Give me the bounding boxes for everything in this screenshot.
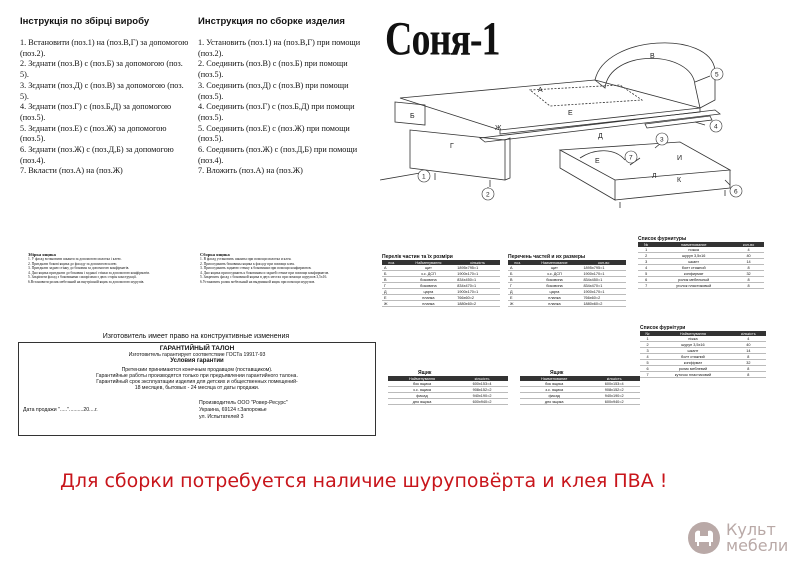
cell: конфірмат <box>655 360 731 366</box>
ru-instructions <box>198 16 370 177</box>
cell: дно ящика <box>388 399 456 405</box>
cell: 1900х170=1 <box>581 271 626 277</box>
cell: 40 <box>733 253 764 259</box>
warranty-line: 18 месяцев, бытовых - 24 месяца от даты продажи. <box>134 385 260 391</box>
warranty-top-line: Изготовитель имеет право на конструктивные изменения <box>102 333 290 340</box>
ru-instructions-title: Инструкция по сборке изделия <box>198 16 345 27</box>
cell: шуруп 3,5х16 <box>655 342 731 348</box>
cell: Б <box>382 271 402 277</box>
cell: шуруп 3,5х16 <box>654 253 733 259</box>
cell: 8 <box>731 366 766 372</box>
hardware-ru-title: Список фурнитуры <box>638 236 687 242</box>
cell: болт стяжной <box>654 265 733 271</box>
logo-line-2: мебели <box>726 536 789 555</box>
cell: 8 <box>733 277 764 283</box>
drawer-ru-step: 3. Присоединить заднюю стенку к боковинам при помощи конфирматов. <box>200 266 312 270</box>
cell: 1895х795=1 <box>455 265 500 271</box>
cell: 600х153=4 <box>456 381 508 387</box>
table-header: наименование <box>654 242 733 247</box>
cell: А <box>508 265 527 271</box>
table-header: Найменування <box>402 260 456 265</box>
label-i: И <box>677 155 683 162</box>
cell: 14 <box>731 348 766 354</box>
warranty-line: Гарантийный срок эксплуатации изделия для детских и общественных помещений- <box>96 379 298 385</box>
ru-step: 6. Соединить (поз.Ж) с (поз.Д,Б) при помощи (поз.4). <box>198 145 358 165</box>
ru-step: 3. Соединить (поз.Д) с (поз.В) при помощи (поз.5). <box>198 80 349 101</box>
hardware-ua-table <box>640 331 766 378</box>
cell: 1900х170=1 <box>455 271 500 277</box>
drawer-ru-title: Сборка ящика <box>200 252 230 257</box>
cell: 1880х60=2 <box>581 301 626 307</box>
drawer-ru-step: 2. Присоединить боковины ящика к фасаду при помощи клея. <box>200 261 295 266</box>
table-header: Найменування <box>388 376 456 381</box>
ru-steps-list <box>198 38 370 177</box>
manufacturer: Производитель ООО "Ровер-Ресурс" <box>199 400 288 406</box>
cell: уголок пластиковый <box>654 283 733 289</box>
armchair-icon <box>686 520 722 556</box>
ua-steps-list <box>20 38 192 177</box>
cell: шкант <box>655 348 731 354</box>
table-header: Найменування <box>655 331 731 336</box>
cell: Д <box>508 289 527 295</box>
cell: 3 <box>638 259 654 265</box>
drawer-ua-step: 6.Встановити ролик мебельний на внутрішній ящик за допомогою шурупів. <box>28 279 145 284</box>
cell: 3 <box>640 348 655 354</box>
cell: ніжка <box>655 336 731 342</box>
warranty-line: Претензии принимаются конечным продавцом (поставщиком). <box>121 367 273 373</box>
cell: ролик мебельный <box>654 277 733 283</box>
logo-line-1: Культ <box>726 520 776 539</box>
table-header: Наименование <box>520 376 588 381</box>
drawer-parts-ua-table <box>388 376 508 405</box>
callout-2: 2 <box>486 191 490 199</box>
cell: 908х152=2 <box>456 387 508 393</box>
cell: 1900х170=1 <box>581 289 626 295</box>
cell: з.с. ДСП <box>527 271 581 277</box>
cell: шкант <box>654 259 733 265</box>
warranty-gost: Изготовитель гарантирует соответствие ГОСТа 19917-93 <box>128 352 266 358</box>
cell: ролик меблевий <box>655 366 731 372</box>
label-zh: Ж <box>495 125 502 132</box>
drawer-ru-step: 1. В фасад установить шканты при помощи молотка и клея. <box>200 257 292 261</box>
table-header: кількість <box>456 376 508 381</box>
cell: царга <box>527 289 581 295</box>
label-a: А <box>538 87 543 94</box>
cell: щит <box>402 265 456 271</box>
ru-step: 1. Установить (поз.1) на (поз.В,Г) при помощи (поз.2). <box>198 38 361 58</box>
drawer-parts-ru <box>520 370 640 405</box>
cell: 5 <box>638 271 654 277</box>
table-row <box>382 301 500 307</box>
label-b: Б <box>410 113 415 120</box>
hardware-ua-title: Список фурнітури <box>640 325 686 331</box>
brand-logo <box>686 516 796 560</box>
cell: куточок пластиковий <box>655 372 731 378</box>
cell: А <box>382 265 402 271</box>
ru-step: 7. Вложить (поз.А) на (поз.Ж) <box>198 166 303 176</box>
address: Украина, 69124 г.Запорожье <box>199 407 267 413</box>
cell: 1 <box>638 247 654 253</box>
drawer-parts-ru-title: Ящик <box>550 370 564 376</box>
ua-step: 3. Зєднати (поз.Д) с (поз.В) за допомогою (поз. 5). <box>20 80 184 101</box>
cell: царга <box>402 289 456 295</box>
table-header: кол-во <box>581 260 626 265</box>
cell: Б <box>508 271 527 277</box>
cell: Д <box>382 289 402 295</box>
cell: 4 <box>731 336 766 342</box>
parts-ua-table <box>382 260 500 307</box>
cell: 4 <box>638 265 654 271</box>
cell: 2 <box>638 253 654 259</box>
cell: болт стяжний <box>655 354 731 360</box>
label-g: Г <box>450 143 454 150</box>
table-row <box>520 399 640 405</box>
table-header: поз. <box>508 260 527 265</box>
parts-list-ua <box>382 254 500 307</box>
cell: 32 <box>731 360 766 366</box>
drawer-assembly-ua <box>28 252 178 284</box>
cell: фасад <box>388 393 456 399</box>
callout-7: 7 <box>629 154 633 162</box>
callout-1: 1 <box>422 173 426 181</box>
cell: 40 <box>731 342 766 348</box>
cell: 8 <box>733 265 764 271</box>
ua-step: 6. Зєднати (поз.Ж) с (поз.Д,Б) за допомогою (поз.4). <box>20 145 174 165</box>
drawer-ru-step: 5. Закрепить фасад с боковиной ящика в двух местах при помощи шурупов 3,5х16. <box>200 275 328 279</box>
product-name: Соня-1 <box>385 13 500 66</box>
drawer-ua-step: 3. Приєднати задню стінку до боковин за допомогою конфірматів. <box>28 266 130 270</box>
parts-ru-title: Перечень частей и их размеры <box>508 254 586 260</box>
drawer-ua-step: 2. Приєднати бокові ящика до фасаду за допомогою клею. <box>28 261 118 266</box>
drawer-assembly-ru <box>200 252 360 284</box>
cell: 5 <box>640 360 655 366</box>
table-row <box>638 283 764 289</box>
ru-step: 4. Соединить (поз.Г) с (поз.Б,Д) при помощи (поз.5). <box>198 102 355 122</box>
label-v: В <box>650 53 655 60</box>
cell: планка <box>402 301 456 307</box>
cell: 6 <box>640 366 655 372</box>
cell: 2 <box>640 342 655 348</box>
drawer-ua-step: 1. У фасад встановити шканти за допомогою молотка і клею. <box>28 257 122 261</box>
drawer-parts-ua <box>388 370 508 405</box>
ua-step: 4. Зєднати (поз.Г) с (поз.Б,Д) за допомогою (поз.5). <box>20 102 172 122</box>
cell: 7 <box>640 372 655 378</box>
table-row <box>640 372 766 378</box>
cell: 766х60=2 <box>581 295 626 301</box>
cell: 8 <box>731 354 766 360</box>
parts-ru-table <box>508 260 626 307</box>
drawer-ua-title: Збірка ящика <box>28 252 56 257</box>
cell: фасад <box>520 393 588 399</box>
cell: щит <box>527 265 581 271</box>
table-header: № <box>640 331 655 336</box>
drawer-parts-ua-title: Ящик <box>418 370 432 376</box>
table-header: кількість <box>731 331 766 336</box>
cell: з.с. ящика <box>520 387 588 393</box>
cell: Е <box>508 295 527 301</box>
cell: 8 <box>731 372 766 378</box>
callout-3: 3 <box>660 136 664 144</box>
table-header: № <box>638 242 654 247</box>
cell: 4 <box>733 247 764 253</box>
cell: Е <box>382 295 402 301</box>
table-header: кількість <box>588 376 640 381</box>
ua-step: 1. Встановити (поз.1) на (поз.В,Г) за допомогою (поз.2). <box>20 38 189 58</box>
drawer-ua-step: 5. Закріпити фасад з боковинами саморізами з двох сторін конструкції. <box>28 275 137 279</box>
cell: бок ящика <box>520 381 588 387</box>
cell: 834х450=1 <box>581 277 626 283</box>
street: ул. Испытателей 3 <box>199 414 244 420</box>
drawer-ua-step: 4. Дно ящика приєднати до боковин і задньої стінки за допомогою конфірматів. <box>28 270 150 275</box>
warranty-title: ГАРАНТИЙНЫЙ ТАЛОН <box>159 345 235 352</box>
drawer-ru-step: 4. Дно ящика присоединить к боковинам и задней стенке при помощи конфирматов. <box>200 270 330 275</box>
cell: 600х940=2 <box>588 399 640 405</box>
cell: Ж <box>382 301 402 307</box>
table-header: кол-во <box>733 242 764 247</box>
tools-notice: Для сборки потребуется наличие шуруповёрта и клея ПВА ! <box>60 470 668 492</box>
label-e2: Е <box>595 158 600 165</box>
ua-step: 5. Зєднати (поз.Е) с (поз.Ж) за допомогою (поз.5). <box>20 123 167 144</box>
cell: 600х153=4 <box>588 381 640 387</box>
cell: 6 <box>638 277 654 283</box>
table-header: поз. <box>382 260 402 265</box>
ua-step: 7. Вкласти (поз.А) на (поз.Ж) <box>20 166 123 176</box>
cell: 600х940=2 <box>456 399 508 405</box>
drawer-box <box>560 142 730 180</box>
cell: боковина <box>527 283 581 289</box>
cell: бок ящика <box>388 381 456 387</box>
callout-6: 6 <box>734 188 738 196</box>
callout-4: 4 <box>714 123 718 131</box>
drawer-ru-step: 6.Установить ролик мебельный на выдвижной ящик при помощи шурупов. <box>200 279 316 284</box>
cell: 1880х60=2 <box>455 301 500 307</box>
label-e: Е <box>568 110 573 117</box>
cell: 834х470=1 <box>455 283 500 289</box>
cell: конфирмат <box>654 271 733 277</box>
table-row <box>388 399 508 405</box>
ua-instructions-title: Інструкція по збірці виробу <box>20 16 150 27</box>
cell: Г <box>508 283 527 289</box>
cell: 7 <box>638 283 654 289</box>
cell: планка <box>402 295 456 301</box>
cell: 766х60=2 <box>455 295 500 301</box>
cell: 834х470=1 <box>581 283 626 289</box>
cell: 940х190=2 <box>456 393 508 399</box>
label-l: Л <box>652 173 657 180</box>
cell: боковина <box>527 277 581 283</box>
cell: 8 <box>733 283 764 289</box>
warranty-line: Гарантийные работы производятся только при предъявлении гарантийного талона. <box>96 373 298 379</box>
headboard-panel <box>595 43 715 108</box>
table-row <box>508 301 626 307</box>
cell: 32 <box>733 271 764 277</box>
table-header: кількість <box>455 260 500 265</box>
assembly-diagram <box>380 30 800 220</box>
table-header: Наименование <box>527 260 581 265</box>
label-k: К <box>677 177 682 184</box>
cell: 940х190=2 <box>588 393 640 399</box>
cell: 1895х795=1 <box>581 265 626 271</box>
hardware-list-ru <box>638 236 764 289</box>
cell: з.с. ДСП <box>402 271 456 277</box>
ua-step: 2. Зєднати (поз.В) с (поз.Б) за допомогою (поз. 5). <box>20 59 183 80</box>
ua-instructions <box>20 16 192 177</box>
cell: дно ящика <box>520 399 588 405</box>
ru-step: 2. Соединить (поз.В) с (поз.Б) при помощи (поз.5). <box>198 59 348 80</box>
sale-date: Дата продажи "....."..........20....г. <box>23 407 98 413</box>
cell: 1 <box>640 336 655 342</box>
cell: Г <box>382 283 402 289</box>
hardware-list-ua <box>640 325 766 378</box>
cell: В <box>508 277 527 283</box>
cell: 14 <box>733 259 764 265</box>
cell: ножка <box>654 247 733 253</box>
label-d: Д <box>598 133 603 140</box>
warranty-subtitle: Условия гарантии <box>170 358 224 364</box>
warranty-card <box>18 342 376 436</box>
cell: з.с. ящика <box>388 387 456 393</box>
cell: 1900х170=1 <box>455 289 500 295</box>
cell: 834х450=1 <box>455 277 500 283</box>
parts-ua-title: Перелік частин та їх розміри <box>382 254 453 260</box>
cell: Ж <box>508 301 527 307</box>
cell: боковина <box>402 283 456 289</box>
callout-5: 5 <box>715 71 719 79</box>
cell: планка <box>527 295 581 301</box>
cell: 908х152=2 <box>588 387 640 393</box>
cell: 4 <box>640 354 655 360</box>
cell: планка <box>527 301 581 307</box>
drawer-parts-ru-table <box>520 376 640 405</box>
cell: боковина <box>402 277 456 283</box>
hardware-ru-table <box>638 242 764 289</box>
cell: В <box>382 277 402 283</box>
ru-step: 5. Соединить (поз.Е) с (поз.Ж) при помощи (поз.5). <box>198 123 350 144</box>
parts-list-ru <box>508 254 626 307</box>
